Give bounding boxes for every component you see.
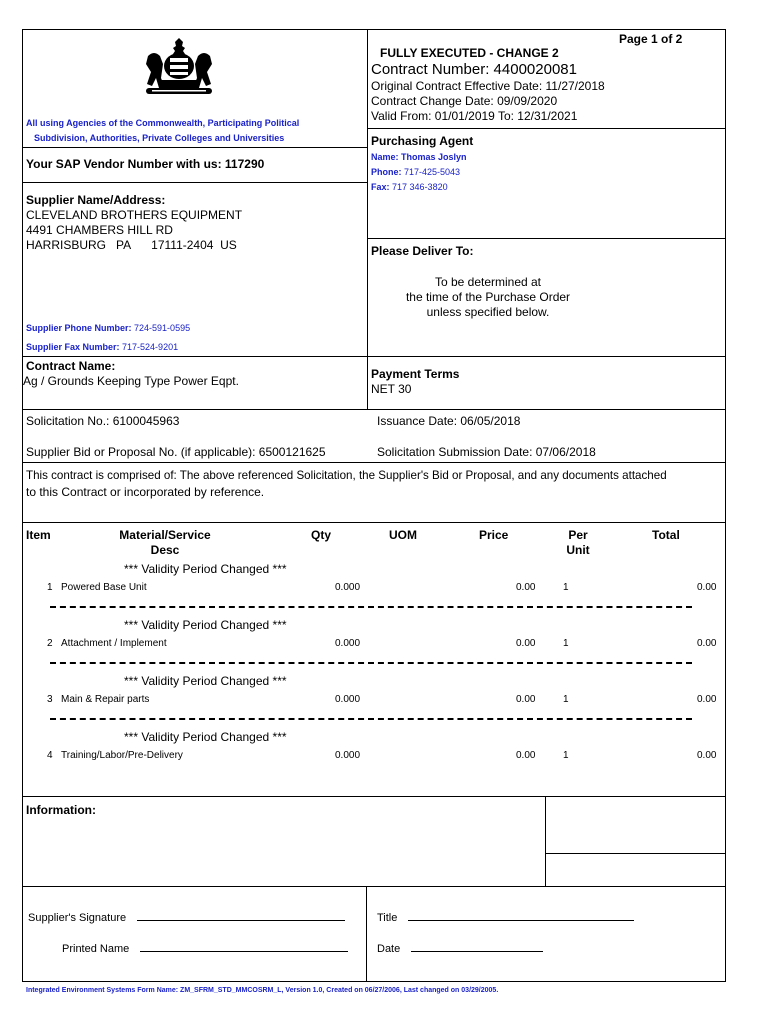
divider-vendor: [22, 147, 367, 148]
deliver-to-line-1: To be determined at: [434, 275, 542, 289]
supplier-street: 4491 CHAMBERS HILL RD: [26, 223, 173, 237]
col-material-1: Material/Service: [119, 528, 211, 542]
info-box-left: [545, 796, 546, 886]
divider-purchasing: [367, 128, 725, 129]
commonwealth-seal-icon: [138, 36, 220, 100]
row-separator: [50, 718, 692, 720]
divider-supplier: [22, 182, 367, 183]
supplier-title: Supplier Name/Address:: [26, 193, 166, 207]
comprised-line-1: This contract is comprised of: The above referenced Solicitation, the Supplier's Bid or Proposal, and any documents attached: [26, 469, 667, 482]
supplier-signature-line[interactable]: [137, 911, 345, 921]
col-price: Price: [479, 528, 509, 542]
agencies-line-2: Subdivision, Authorities, Private Colleges and Universities: [34, 133, 285, 143]
frame-top: [22, 29, 726, 30]
page-number: Page 1 of 2: [619, 32, 683, 46]
divider-comprised: [22, 462, 726, 463]
contract-name-value: Ag / Grounds Keeping Type Power Eqpt.: [23, 374, 239, 388]
contract-change-date: Contract Change Date: 09/09/2020: [371, 94, 558, 108]
divider-information: [22, 796, 726, 797]
row-price: 0.00: [516, 582, 536, 593]
printed-name-label: Printed Name: [62, 943, 130, 955]
signature-divider: [366, 886, 367, 981]
supplier-city-line: HARRISBURG PA 17111-2404 US: [26, 238, 237, 252]
issuance-date: Issuance Date: 06/05/2018: [377, 414, 521, 428]
form-footer: Integrated Environment Systems Form Name: ZM_SFRM_STD_MMCOSRM_L, Version 1.0, Created on 06/27/2006, Last changed on 03/29/2005.: [26, 987, 499, 994]
row-per: 1: [563, 750, 569, 761]
contract-name-title: Contract Name:: [26, 359, 116, 373]
information-label: Information:: [26, 803, 96, 817]
row-total: 0.00: [697, 694, 717, 705]
original-effective-date: Original Contract Effective Date: 11/27/2018: [371, 79, 605, 93]
row-number: 3: [47, 694, 53, 705]
supplier-fax: Supplier Fax Number: 717-524-9201: [26, 342, 179, 352]
contract-number-value: 4400020081: [493, 61, 577, 78]
col-per-1: Per: [568, 528, 588, 542]
solicitation-number: Solicitation No.: 6100045963: [26, 414, 180, 428]
payment-terms-value: NET 30: [371, 382, 412, 396]
row-per: 1: [563, 638, 569, 649]
row-separator: [50, 662, 692, 664]
sap-vendor-number: Your SAP Vendor Number with us: 117290: [26, 157, 265, 171]
payment-terms-title: Payment Terms: [371, 367, 460, 381]
supplier-name: CLEVELAND BROTHERS EQUIPMENT: [26, 208, 243, 222]
purchasing-agent-title: Purchasing Agent: [371, 134, 474, 148]
row-separator: [50, 606, 692, 608]
row-note: *** Validity Period Changed ***: [124, 730, 287, 744]
agent-phone: Phone: 717-425-5043: [371, 167, 461, 177]
frame-left: [22, 29, 23, 982]
divider-deliver: [367, 238, 725, 239]
contract-number-label: Contract Number:: [371, 61, 490, 78]
supplier-signature-label: Supplier's Signature: [28, 912, 127, 924]
row-desc: Training/Labor/Pre-Delivery: [61, 750, 183, 761]
deliver-to-line-3: unless specified below.: [426, 305, 550, 319]
row-price: 0.00: [516, 750, 536, 761]
printed-name-line[interactable]: [140, 942, 348, 952]
supplier-signature-field[interactable]: [28, 911, 345, 924]
supplier-phone: Supplier Phone Number: 724-591-0595: [26, 323, 191, 333]
agent-name: Name: Thomas Joslyn: [371, 152, 467, 162]
row-note: *** Validity Period Changed ***: [124, 674, 287, 688]
row-number: 1: [47, 582, 53, 593]
deliver-to-line-2: the time of the Purchase Order: [405, 290, 571, 304]
col-material-2: Desc: [150, 543, 180, 557]
row-number: 4: [47, 750, 53, 761]
row-note: *** Validity Period Changed ***: [124, 562, 287, 576]
printed-name-field[interactable]: [62, 942, 348, 955]
submission-date: Solicitation Submission Date: 07/06/2018: [377, 445, 596, 459]
row-total: 0.00: [697, 750, 717, 761]
row-per: 1: [563, 694, 569, 705]
row-desc: Attachment / Implement: [61, 638, 167, 649]
row-price: 0.00: [516, 694, 536, 705]
col-uom: UOM: [389, 528, 417, 542]
col-qty: Qty: [311, 528, 332, 542]
date-field[interactable]: [377, 942, 543, 955]
row-note: *** Validity Period Changed ***: [124, 618, 287, 632]
date-line[interactable]: [411, 942, 543, 952]
row-per: 1: [563, 582, 569, 593]
contract-status: FULLY EXECUTED - CHANGE 2: [380, 46, 559, 60]
agent-fax: Fax: 717 346-3820: [371, 182, 448, 192]
row-total: 0.00: [697, 638, 717, 649]
col-per-2: Unit: [566, 543, 590, 557]
row-qty: 0.000: [335, 638, 361, 649]
row-qty: 0.000: [335, 694, 361, 705]
bid-proposal-number: Supplier Bid or Proposal No. (if applicable): 6500121625: [26, 445, 326, 459]
row-desc: Powered Base Unit: [61, 582, 147, 593]
row-qty: 0.000: [335, 582, 361, 593]
divider-signature: [22, 886, 726, 887]
date-label: Date: [377, 943, 401, 955]
row-number: 2: [47, 638, 53, 649]
title-label: Title: [377, 912, 398, 924]
row-price: 0.00: [516, 638, 536, 649]
row-total: 0.00: [697, 582, 717, 593]
divider-solicitation: [22, 409, 726, 410]
row-qty: 0.000: [335, 750, 361, 761]
comprised-line-2: to this Contract or incorporated by reference.: [26, 485, 265, 499]
row-desc: Main & Repair parts: [61, 694, 150, 705]
frame-bottom: [22, 981, 726, 982]
center-divider: [367, 29, 368, 409]
contract-number: [371, 61, 577, 78]
divider-table: [22, 522, 726, 523]
deliver-to-title: Please Deliver To:: [371, 244, 474, 258]
title-line[interactable]: [408, 911, 634, 921]
col-total: Total: [652, 528, 680, 542]
info-box-mid: [545, 853, 725, 854]
col-item: Item: [26, 528, 51, 542]
title-field[interactable]: [377, 911, 634, 924]
frame-right: [725, 29, 726, 982]
valid-period: Valid From: 01/01/2019 To: 12/31/2021: [371, 109, 578, 123]
agencies-line-1: All using Agencies of the Commonwealth, Participating Political: [26, 118, 300, 128]
divider-contract: [22, 356, 726, 357]
